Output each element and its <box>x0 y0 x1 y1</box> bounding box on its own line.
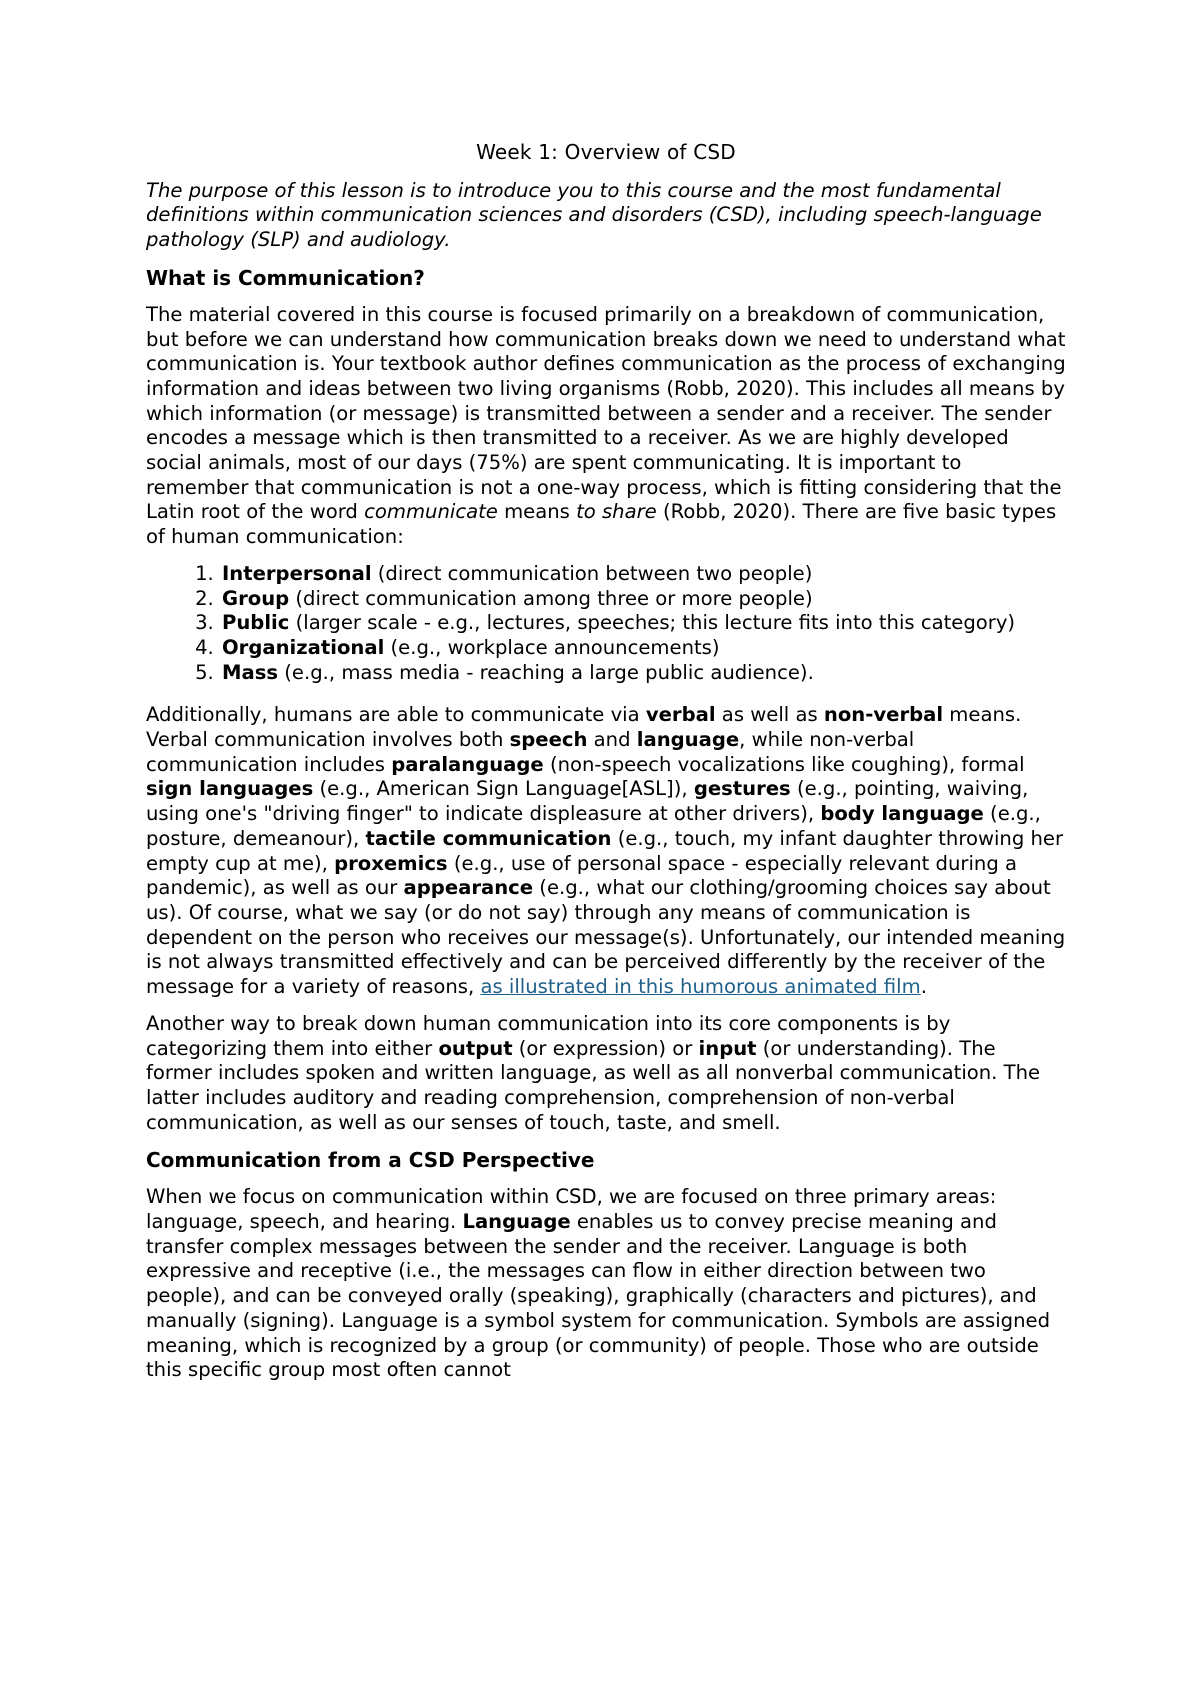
list-item-term: Organizational <box>222 635 385 659</box>
text-run: The material covered in this course is focused primarily on a breakdown of communication, but before we can understand how communication breaks down we need to understand what communication is. Your textbook author defines communication as the process of exchanging information and ideas between two living organisms (Robb, 2020). This includes all means by which information (or message) is transmitted between a sender and a receiver. The sender encodes a message which is then transmitted to a receiver. As we are highly developed social animals, most of our days (75%) are spent communicating. It is important to remember that communication is not a one-way process, which is fitting considering that the Latin root of the word <box>146 302 1066 524</box>
bold-term: sign languages <box>146 777 314 801</box>
list-item-desc: (larger scale - e.g., lectures, speeches; this lecture fits into this category) <box>289 611 1016 635</box>
bold-term: tactile communication <box>365 826 612 850</box>
section-heading-csd-perspective: Communication from a CSD Perspective <box>146 1148 595 1173</box>
text-run: (non-speech vocalizations like coughing), formal <box>543 752 1025 776</box>
bold-term: input <box>698 1036 757 1060</box>
text-run: . <box>920 975 927 999</box>
list-item <box>220 661 1066 686</box>
list-item-desc: (e.g., workplace announcements) <box>384 635 720 659</box>
text-run: (e.g., posture, demeanour), <box>146 802 1041 850</box>
bold-term: speech <box>509 728 588 752</box>
text-run: and <box>587 728 637 752</box>
list-item-desc: (e.g., mass media - reaching a large public audience). <box>278 660 814 684</box>
page-title: Week 1: Overview of CSD <box>476 140 736 164</box>
bold-term: paralanguage <box>391 752 544 776</box>
text-run: as well as <box>715 703 824 727</box>
bold-term: Language <box>462 1210 571 1234</box>
italic-word: communicate <box>364 500 498 524</box>
section-heading-what-is-communication: What is Communication? <box>146 265 425 290</box>
bold-term: gestures <box>693 777 791 801</box>
text-run: When we focus on communication within CSD, we are focused on three primary areas: language, speech, and hearing. <box>146 1185 997 1234</box>
bold-term: language <box>636 728 740 752</box>
document-body <box>146 140 1066 1395</box>
text-run: (e.g., pointing, waiving, using one's "driving finger" to indicate displeasure at other drivers), <box>146 777 1029 826</box>
bold-term: appearance <box>403 876 534 900</box>
list-item-term: Group <box>222 586 290 610</box>
text-run: (or understanding). The former includes spoken and written language, as well as all nonverbal communication. The latter includes auditory and reading comprehension, comprehension of non-verbal communication, as well as our senses of touch, taste, and smell. <box>146 1036 1041 1134</box>
output-input-paragraph <box>146 1012 1066 1136</box>
list-item-term: Interpersonal <box>222 561 372 585</box>
bold-term: non-verbal <box>823 703 944 727</box>
text-run: means <box>497 500 577 524</box>
list-item-term: Mass <box>222 660 279 684</box>
animated-film-link[interactable]: as illustrated in this humorous animated film <box>480 975 921 999</box>
text-run: means. Verbal communication involves both <box>146 703 1022 752</box>
list-item-term: Public <box>222 611 290 635</box>
list-item <box>220 587 1066 612</box>
list-item-desc: (direct communication between two people) <box>371 561 813 585</box>
bold-term: verbal <box>645 703 716 727</box>
text-run: (e.g., touch, my infant daughter throwing her empty cup at me), <box>146 826 1064 875</box>
text-run: (e.g., American Sign Language[ASL]), <box>313 777 694 801</box>
text-run: (e.g., what our clothing/grooming choices say about us). Of course, what we say (or do not say) through any means of communication is dependent on the person who receives our message(s). Unfortunately, our intended meaning is not always transmitted effectively and can be perceived differently by the receiver of the message for a variety of reasons, <box>146 876 1066 999</box>
italic-phrase: to share <box>576 500 657 524</box>
csd-perspective-paragraph <box>146 1185 1066 1383</box>
intro-paragraph: The purpose of this lesson is to introduce you to this course and the most fundamental definitions within communication sciences and disorders (CSD), including speech-language pathology (SLP) and audiology. <box>146 178 1042 252</box>
text-run: (or expression) or <box>512 1036 699 1060</box>
list-item <box>220 611 1066 636</box>
bold-term: output <box>438 1036 513 1060</box>
bold-term: body language <box>820 802 984 826</box>
text-run: Additionally, humans are able to communicate via <box>146 703 646 727</box>
bold-term: proxemics <box>334 851 448 875</box>
text-run: , while non-verbal communication includes <box>146 728 915 776</box>
communication-definition-paragraph <box>146 303 1066 550</box>
list-item-desc: (direct communication among three or more people) <box>289 586 813 610</box>
text-run: enables us to convey precise meaning and transfer complex messages between the sender and the receiver. Language is both expressive and receptive (i.e., the messages can flow in either direction between two people), and can be conveyed orally (speaking), graphically (characters and pictures), and manually (signing). Language is a symbol system for communication. Symbols are assigned meaning, which is recognized by a group (or community) of people. Those who are outside this specific group most often cannot <box>146 1210 1051 1382</box>
communication-types-list <box>146 562 1066 686</box>
list-item <box>220 636 1066 661</box>
list-item <box>220 562 1066 587</box>
text-run: (Robb, 2020). There are five basic types of human communication: <box>146 500 1057 549</box>
text-run: Another way to break down human communication into its core components is by categorizing them into either <box>146 1011 951 1060</box>
verbal-nonverbal-paragraph <box>146 703 1066 999</box>
text-run: (e.g., use of personal space - especially relevant during a pandemic), as well as our <box>146 851 1018 900</box>
